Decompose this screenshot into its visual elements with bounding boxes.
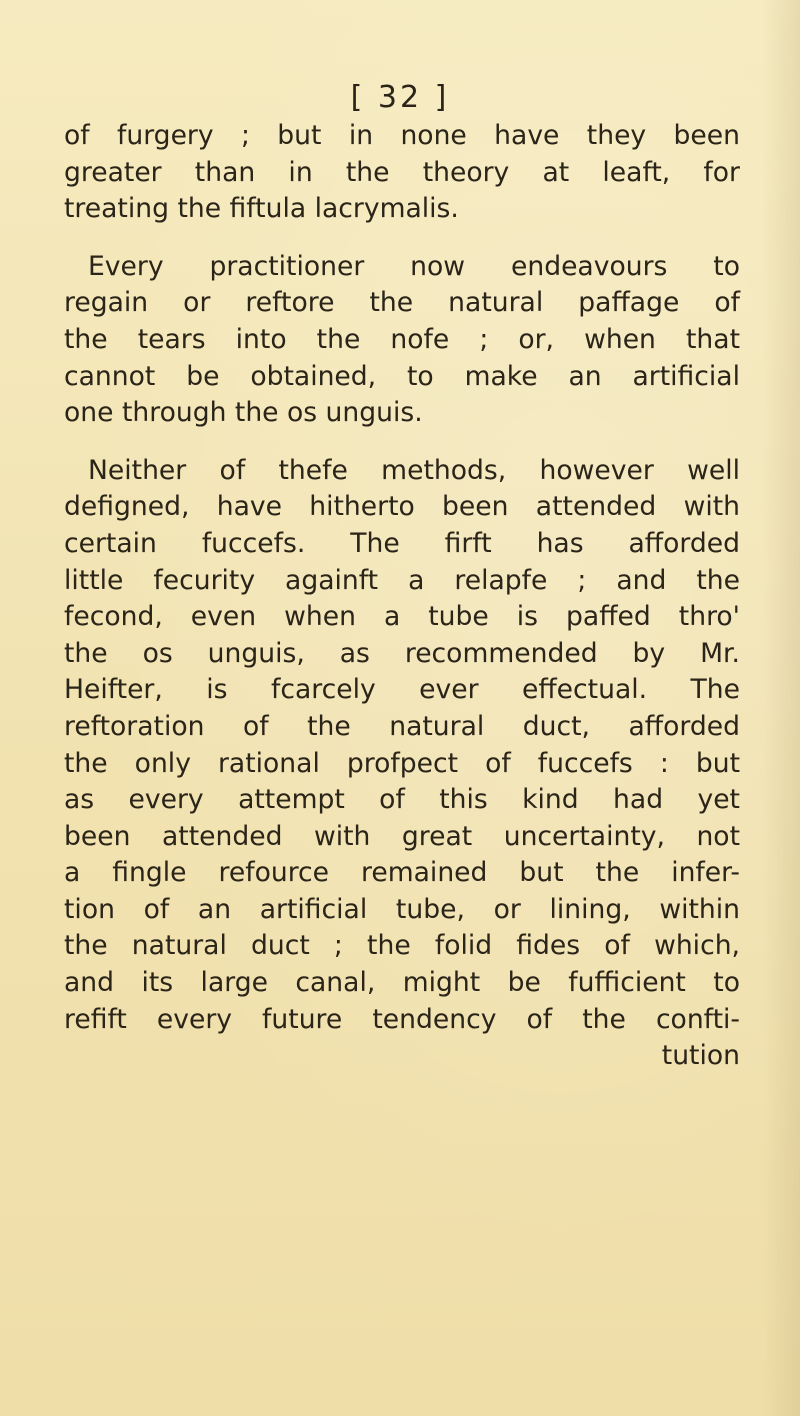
text-line: the only rational profpect of fuccefs : but — [64, 747, 740, 779]
text-line: Heifter, is fcarcely ever effectual. The — [64, 674, 740, 706]
text-line: reftoration of the natural duct, afforded — [64, 710, 740, 742]
text-line: and its large canal, might be fufficient to — [64, 967, 740, 999]
body-text — [64, 118, 740, 1075]
text-line: as every attempt of this kind had yet — [64, 784, 740, 816]
text-line: defigned, have hitherto been attended with — [64, 491, 740, 523]
text-line: greater than in the theory at leaft, for — [64, 156, 740, 188]
text-line: regain or reftore the natural paffage of — [64, 287, 740, 319]
paragraph-gap — [64, 432, 740, 453]
catchword: tution — [661, 1040, 740, 1072]
text-line: Every practitioner now endeavours to — [88, 250, 740, 282]
paragraph-gap — [64, 228, 740, 249]
text-line: refift every future tendency of the confti- — [64, 1003, 740, 1035]
text-line: tion of an artificial tube, or lining, within — [64, 893, 740, 925]
page-edge-shadow — [762, 0, 800, 1416]
text-line: certain fuccefs. The firft has afforded — [64, 527, 740, 559]
text-line: the os unguis, as recommended by Mr. — [64, 637, 740, 669]
text-line: a fingle refource remained but the infer- — [64, 857, 740, 889]
text-line: been attended with great uncertainty, not — [64, 820, 740, 852]
text-line: the tears into the nofe ; or, when that — [64, 323, 740, 355]
text-line: little fecurity againft a relapfe ; and the — [64, 564, 740, 596]
text-line: of furgery ; but in none have they been — [64, 120, 740, 151]
text-line: treating the fiftula lacrymalis. — [64, 193, 459, 225]
text-line: Neither of thefe methods, however well — [88, 454, 740, 486]
page-number-header: [ 32 ] — [350, 80, 450, 115]
text-line: the natural duct ; the folid fides of which, — [64, 930, 740, 962]
text-line: one through the os unguis. — [64, 397, 423, 429]
text-line: cannot be obtained, to make an artificial — [64, 360, 740, 392]
text-line: fecond, even when a tube is paffed thro' — [64, 601, 740, 633]
